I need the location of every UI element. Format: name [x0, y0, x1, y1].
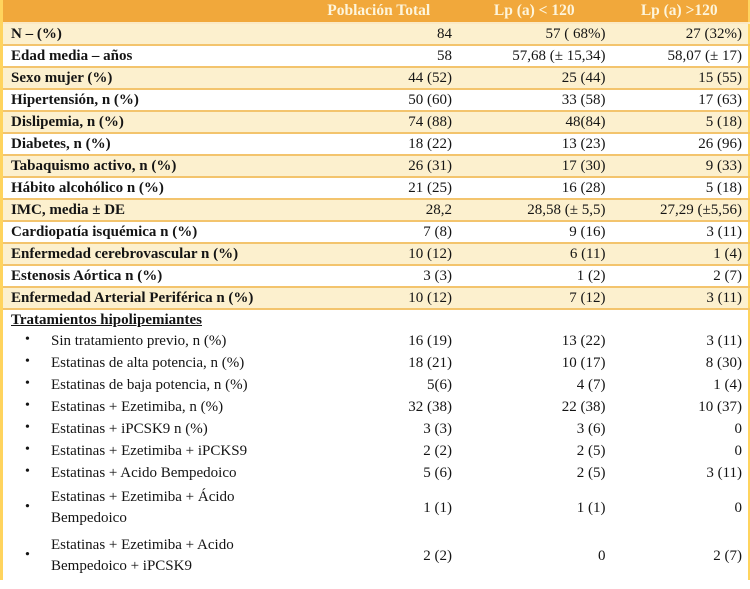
bullet-icon: •	[25, 332, 30, 348]
table-row	[2, 309, 750, 330]
col-header-empty	[2, 0, 300, 23]
bullet-icon: •	[25, 442, 30, 458]
table-row	[2, 177, 750, 199]
cell-value: 27,29 (±5,56)	[611, 199, 750, 221]
col-header-lpa-lt-120: Lp (a) < 120	[458, 0, 611, 23]
row-label-text: Estatinas + Ezetimiba + Ácido Bempedoico	[51, 489, 235, 526]
row-label: Edad media – años	[2, 45, 300, 67]
cell-value: 5 (18)	[611, 177, 750, 199]
cell-value: 7 (12)	[458, 287, 611, 309]
cell-value: 15 (55)	[611, 67, 750, 89]
row-label	[2, 396, 300, 418]
table-row	[2, 111, 750, 133]
cell-value: 2 (2)	[299, 440, 458, 462]
cell-value: 25 (44)	[458, 67, 611, 89]
table-row	[2, 462, 750, 484]
bullet-icon: •	[25, 376, 30, 392]
cell-value: 1 (1)	[299, 484, 458, 532]
cell-value: 8 (30)	[611, 352, 750, 374]
bullet-icon: •	[25, 398, 30, 414]
cell-value: 18 (22)	[299, 133, 458, 155]
row-label	[2, 440, 300, 462]
cell-value: 3 (11)	[611, 330, 750, 352]
row-label-text: Estatinas + Ezetimiba + Acido Bempedoico + iPCSK9	[51, 537, 234, 574]
table-row	[2, 155, 750, 177]
table-row	[2, 67, 750, 89]
cell-value: 1 (4)	[611, 243, 750, 265]
cell-value: 3 (3)	[299, 418, 458, 440]
row-label-text: Sin tratamiento previo, n (%)	[51, 333, 227, 349]
row-label	[2, 462, 300, 484]
col-header-poblacion-total: Población Total	[299, 0, 458, 23]
cell-value: 28,58 (± 5,5)	[458, 199, 611, 221]
row-label: Tabaquismo activo, n (%)	[2, 155, 300, 177]
bullet-icon: •	[25, 499, 30, 515]
row-label-text: Estatinas + Ezetimiba + iPCKS9	[51, 443, 248, 459]
table-row	[2, 199, 750, 221]
table-row	[2, 243, 750, 265]
table-row	[2, 287, 750, 309]
row-label-text: Estatinas + Acido Bempedoico	[51, 465, 237, 481]
row-label	[2, 484, 300, 532]
col-header-lpa-gt-120: Lp (a) >120	[611, 0, 750, 23]
cell-value: 3 (6)	[458, 418, 611, 440]
bullet-icon: •	[25, 547, 30, 563]
table-row	[2, 23, 750, 45]
cell-value: 10 (12)	[299, 287, 458, 309]
table-row	[2, 374, 750, 396]
row-label: Hábito alcohólico n (%)	[2, 177, 300, 199]
cell-value	[611, 309, 750, 330]
cell-value: 0	[611, 440, 750, 462]
cell-value: 2 (5)	[458, 440, 611, 462]
cell-value: 26 (31)	[299, 155, 458, 177]
table-row	[2, 265, 750, 287]
table-row	[2, 89, 750, 111]
table-body	[2, 23, 750, 580]
cell-value: 9 (16)	[458, 221, 611, 243]
row-label: Cardiopatía isquémica n (%)	[2, 221, 300, 243]
cell-value: 1 (4)	[611, 374, 750, 396]
cell-value: 74 (88)	[299, 111, 458, 133]
cell-value: 13 (23)	[458, 133, 611, 155]
cell-value: 1 (1)	[458, 484, 611, 532]
cell-value: 33 (58)	[458, 89, 611, 111]
cell-value: 26 (96)	[611, 133, 750, 155]
row-label: Hipertensión, n (%)	[2, 89, 300, 111]
row-label: IMC, media ± DE	[2, 199, 300, 221]
cell-value: 6 (11)	[458, 243, 611, 265]
row-label	[2, 330, 300, 352]
bullet-icon: •	[25, 354, 30, 370]
table-row	[2, 330, 750, 352]
cell-value: 16 (19)	[299, 330, 458, 352]
table-row	[2, 396, 750, 418]
cell-value: 2 (5)	[458, 462, 611, 484]
cell-value: 9 (33)	[611, 155, 750, 177]
table-row	[2, 532, 750, 580]
cell-value: 57,68 (± 15,34)	[458, 45, 611, 67]
cell-value: 17 (63)	[611, 89, 750, 111]
row-label-text: Estatinas de alta potencia, n (%)	[51, 355, 245, 371]
header-row	[2, 0, 750, 23]
section-title: Tratamientos hipolipemiantes	[11, 312, 202, 328]
row-label: Diabetes, n (%)	[2, 133, 300, 155]
table-row	[2, 352, 750, 374]
cell-value: 1 (2)	[458, 265, 611, 287]
row-label: Enfermedad Arterial Periférica n (%)	[2, 287, 300, 309]
cell-value: 3 (11)	[611, 287, 750, 309]
row-label: Dislipemia, n (%)	[2, 111, 300, 133]
row-label: Estenosis Aórtica n (%)	[2, 265, 300, 287]
cell-value: 21 (25)	[299, 177, 458, 199]
bullet-icon: •	[25, 464, 30, 480]
table-header	[2, 0, 750, 23]
row-label	[2, 309, 300, 330]
cell-value: 18 (21)	[299, 352, 458, 374]
cell-value: 84	[299, 23, 458, 45]
table-row	[2, 133, 750, 155]
bullet-icon: •	[25, 420, 30, 436]
table-row	[2, 418, 750, 440]
cell-value: 28,2	[299, 199, 458, 221]
row-label	[2, 374, 300, 396]
cell-value: 2 (7)	[611, 265, 750, 287]
cell-value: 58,07 (± 17)	[611, 45, 750, 67]
cell-value: 2 (2)	[299, 532, 458, 580]
cell-value	[299, 309, 458, 330]
cell-value: 3 (11)	[611, 221, 750, 243]
cell-value: 5 (18)	[611, 111, 750, 133]
cell-value: 16 (28)	[458, 177, 611, 199]
cell-value: 10 (37)	[611, 396, 750, 418]
cell-value: 22 (38)	[458, 396, 611, 418]
row-label: Enfermedad cerebrovascular n (%)	[2, 243, 300, 265]
table-row	[2, 440, 750, 462]
row-label: Sexo mujer (%)	[2, 67, 300, 89]
table-row	[2, 484, 750, 532]
cell-value: 58	[299, 45, 458, 67]
cell-value: 32 (38)	[299, 396, 458, 418]
cell-value: 4 (7)	[458, 374, 611, 396]
cell-value	[458, 309, 611, 330]
row-label: N – (%)	[2, 23, 300, 45]
row-label-text: Estatinas de baja potencia, n (%)	[51, 377, 248, 393]
cell-value: 10 (12)	[299, 243, 458, 265]
cell-value: 5(6)	[299, 374, 458, 396]
cell-value: 13 (22)	[458, 330, 611, 352]
row-label	[2, 418, 300, 440]
row-label-text: Estatinas + Ezetimiba, n (%)	[51, 399, 224, 415]
cell-value: 44 (52)	[299, 67, 458, 89]
row-label	[2, 352, 300, 374]
cell-value: 27 (32%)	[611, 23, 750, 45]
cell-value: 5 (6)	[299, 462, 458, 484]
cell-value: 3 (11)	[611, 462, 750, 484]
cell-value: 57 ( 68%)	[458, 23, 611, 45]
cell-value: 17 (30)	[458, 155, 611, 177]
cell-value: 50 (60)	[299, 89, 458, 111]
cell-value: 3 (3)	[299, 265, 458, 287]
cell-value: 48(84)	[458, 111, 611, 133]
table-row	[2, 45, 750, 67]
cell-value: 7 (8)	[299, 221, 458, 243]
cell-value: 0	[611, 484, 750, 532]
cell-value: 0	[458, 532, 611, 580]
cell-value: 2 (7)	[611, 532, 750, 580]
cell-value: 10 (17)	[458, 352, 611, 374]
table-row	[2, 221, 750, 243]
row-label	[2, 532, 300, 580]
row-label-text: Estatinas + iPCSK9 n (%)	[51, 421, 208, 437]
cell-value: 0	[611, 418, 750, 440]
